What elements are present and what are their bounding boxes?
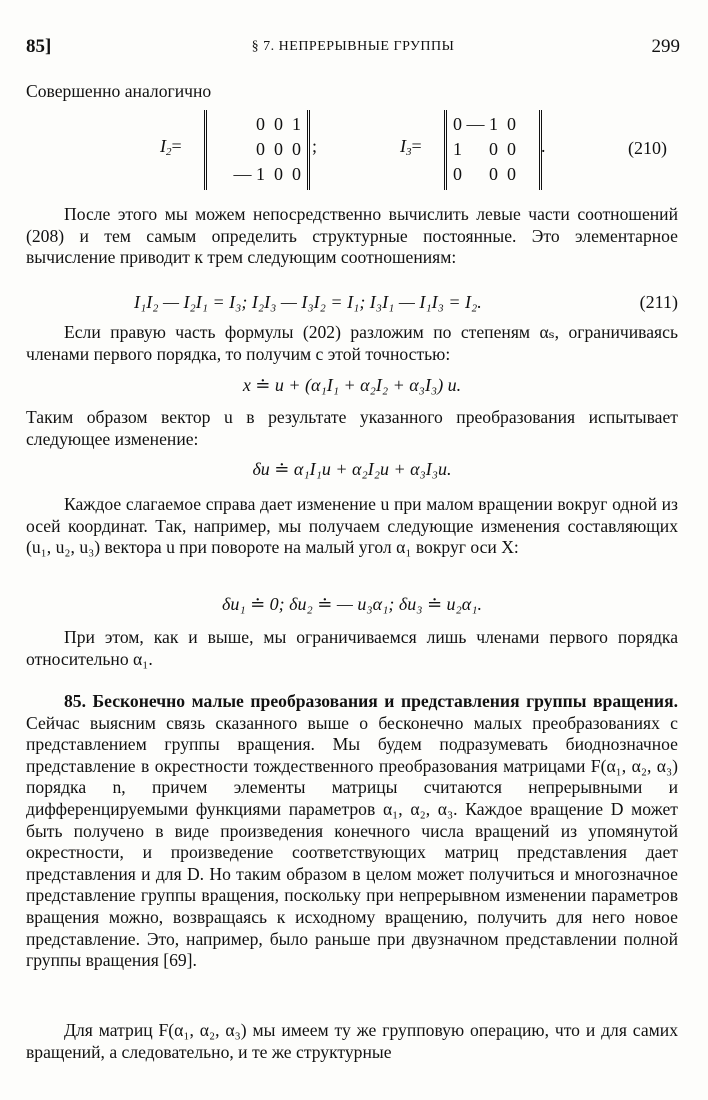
matrix-i2-row: 0 0 0 (256, 139, 301, 159)
matrix-i3-row: 1 0 0 (453, 139, 516, 159)
matrix-i3-row: 0 — 1 0 (453, 114, 516, 134)
equation-x: x ≐ u + (α₁I₁ + α₂I₂ + α₃I₃) u. (242, 375, 462, 395)
intro-line: Совершенно аналогично (26, 81, 212, 101)
equation-number-211: (211) (639, 292, 678, 312)
paragraph: После этого мы можем непосредственно вычислить левые части соотношений (208) и тем самым определить структурные постоянные. Это элементарное вычисление приводит к трем следующим соотношениям: (26, 204, 678, 268)
chapter-title-header: § 7. НЕПРЕРЫВНЫЕ ГРУППЫ (251, 39, 455, 54)
matrix-i2 (204, 110, 310, 190)
matrix-separator: ; (312, 136, 318, 156)
paragraph: При этом, как и выше, мы ограничиваемся лишь членами первого порядка относительно α₁. (26, 627, 678, 669)
equation-211-body: I₁I₂ — I₂I₁ = I₃; I₂I₃ — I₃I₂ = I₁; I₃I₁ — I₁I₃ = I₂. (134, 292, 482, 312)
matrix-i2-row: 0 0 1 (256, 114, 301, 134)
section-heading: 85. Бесконечно малые преобразования и представления группы вращения. (64, 691, 678, 711)
matrix-i3-row: 0 0 0 (453, 164, 516, 184)
page-number: 299 (651, 36, 680, 57)
section-85 (26, 691, 678, 972)
paragraph: Таким образом вектор u в результате указанного преобразования испытывает следующее изменение: (26, 407, 678, 449)
matrix-i3 (444, 110, 542, 190)
equation-number-210: (210) (628, 138, 667, 158)
equation-delta-u: δu ≐ α₁I₁u + α₂I₂u + α₃I₃u. (252, 459, 452, 479)
equation-delta-components: δu₁ ≐ 0; δu₂ ≐ — u₃α₁; δu₃ ≐ u₂α₁. (221, 594, 483, 614)
section-number-header: 85] (26, 36, 52, 57)
equation-211 (26, 292, 678, 313)
matrix-i3-label: $I_3=$ (400, 136, 422, 158)
paragraph: Если правую часть формулы (202) разложим по степеням αₛ, ограничиваясь членами первого порядка, то получим с этой точностью: (26, 322, 678, 364)
running-header (26, 36, 680, 60)
paragraph: Для матриц F(α₁, α₂, α₃) мы имеем ту же групповую операцию, что и для самих вращений, а следовательно, и те же структурные (26, 1020, 678, 1062)
matrix-i2-label: $I_2=$ (160, 136, 182, 158)
paragraph: Каждое слагаемое справа дает изменение u при малом вращении вокруг одной из осей координат. Так, например, мы получаем следующие изменения составляющих (u₁, u₂, u₃) вектора u при повороте на малый угол α₁ вокруг оси X: (26, 494, 678, 558)
matrix-end: . (541, 136, 546, 156)
matrix-i2-row: — 1 0 0 (233, 164, 301, 184)
section-body: Сейчас выясним связь сказанного выше о бесконечно малых преобразованиях с представлением группы вращения. Мы будем подразумевать биоднозначное представление в окрестности тождественного преобразования матрицами F(α₁, α₂, α₃) порядка n, причем элементы матрицы считаются непрерывными и дифференцируемыми функциями параметров α₁, α₂, α₃. Каждое вращение D может быть получено в виде произведения конечного числа вращений из упомянутой окрестности, и произведение соответствующих матриц представления дает представления и для D. Но таким образом в целом может получиться и многозначное представление группы вращения, поскольку при непрерывном изменении параметров вращения можно, возвращаясь к исходному вращению, получить для него новое представление. Это, например, было раньше при двузначном представлении полной группы вращения [69]. (26, 712, 678, 971)
